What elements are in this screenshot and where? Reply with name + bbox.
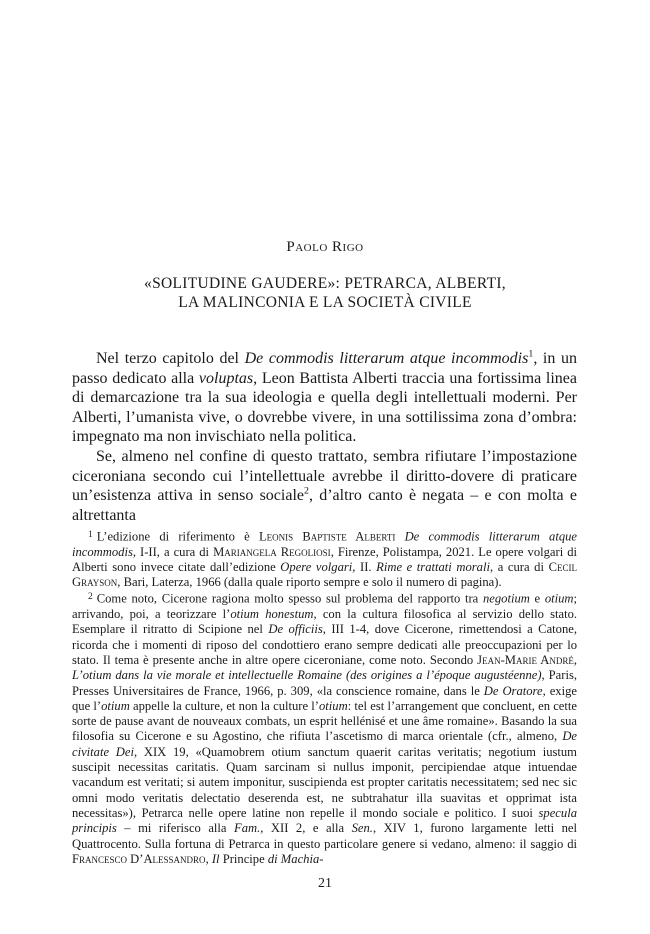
footnote-number: 1 xyxy=(88,530,93,540)
paragraph-1: Nel terzo capitolo del De commodis litterarum atque incommodis$^1$, in un passo dedicato alla voluptas, Leon Battista Alberti traccia una fortissima linea di demarcazione tra la sua ideologia e quella degli intellettuali moderni. Per Alberti, l’umanista vive, o dovrebbe vivere, in una sottilissima zona d’ombra: impegnato ma non invischiato nella politica. xyxy=(72,348,577,446)
footnote-2: $^2$ Come noto, Cicerone ragiona molto spesso sul problema del rapporto tra negotium e otium; arrivando, poi, a teorizzare l’otium honestum, con la cultura filosofica al servizio dello stato. Esemplare il ritratto di Scipione nel De officiis, III 1-4, dove Cicerone, rimettendosi a Catone, ricorda che i momenti di riposo del condottiero erano sempre dedicati alle preoccupazioni per lo stato. Il tema è presente anche in altre opere ciceroniane, come noto. Secondo Jean-Marie André, L’otium dans la vie morale et intellectuelle Romaine (des origines a l’époque augustéenne), Paris, Presses Universitaires de France, 1966, p. 309, «la conscience romaine, dans le De Oratore, exige que l’otium appelle la culture, et non la culture l’otium: tel est l’arrangement que concluent, en cette sorte de pause avant de nouveaux combats, un esprit hellénisé et une âme romaine». Basando la sua filosofia su Cicerone e su Agostino, che rifiuta l’ascetismo di marca orientale (cfr., almeno, De civitate Dei, XIX 19, «Quamobrem otium sanctum quaerit caritas veritatis; negotium iustum suscipit necessitas caritatis. Quam sarcinam si nullus imponit, percipiendae atque intuendae vacandum est veritati; si autem imponitur, suscipienda est propter caritatis necessitatem; sed nec sic omni modo veritatis delectatio deserenda est, ne subtrahatur illa suavitas et opprimat ista necessitas»), Petrarca nelle opere latine non repelle il mondo sociale e politico. I suoi specula principis – mi riferisco alla Fam., XII 2, e alla Sen., XIV 1, furono largamente letti nel Quattrocento. Sulla fortuna di Petrarca in questo particolare genere si vedano, almeno: il saggio di Francesco D’Alessandro, Il Principe di Machia- xyxy=(72,591,578,866)
body-text xyxy=(72,349,577,525)
author-name: Paolo Rigo xyxy=(286,239,364,255)
title-line-1: «SOLITUDINE GAUDERE»: PETRARCA, ALBERTI, xyxy=(144,275,506,292)
footnotes xyxy=(72,528,577,867)
footnote-ref-1[interactable]: 1 xyxy=(528,348,534,360)
footnote-number: 2 xyxy=(88,592,93,603)
title-line-2: LA MALINCONIA E LA SOCIETÀ CIVILE xyxy=(178,294,472,311)
paragraph-2: Se, almeno nel confine di questo trattato, sembra rifiutare l’impostazione ciceroniana secondo cui l’intellettuale avrebbe il diritto-dovere di praticare un’esistenza attiva in senso sociale$^2$, d’altro canto è negata – e con molta e altrettanta xyxy=(72,447,577,524)
footnote-1: $^1$ L’edizione di riferimento è Leonis Baptiste Alberti De commodis litterarum atque incommodis, I-II, a cura di Mariangela Regoliosi, Firenze, Polistampa, 2021. Le opere volgari di Alberti sono invece citate dall’edizione Opere volgari, II. Rime e trattati morali, a cura di Cecil Grayson, Bari, Laterza, 1966 (dalla quale riporto sempre e solo il numero di pagina). xyxy=(72,529,578,590)
page-number: 21 xyxy=(318,876,332,891)
article-title xyxy=(0,274,650,312)
footnote-ref-2[interactable]: 2 xyxy=(304,485,309,497)
